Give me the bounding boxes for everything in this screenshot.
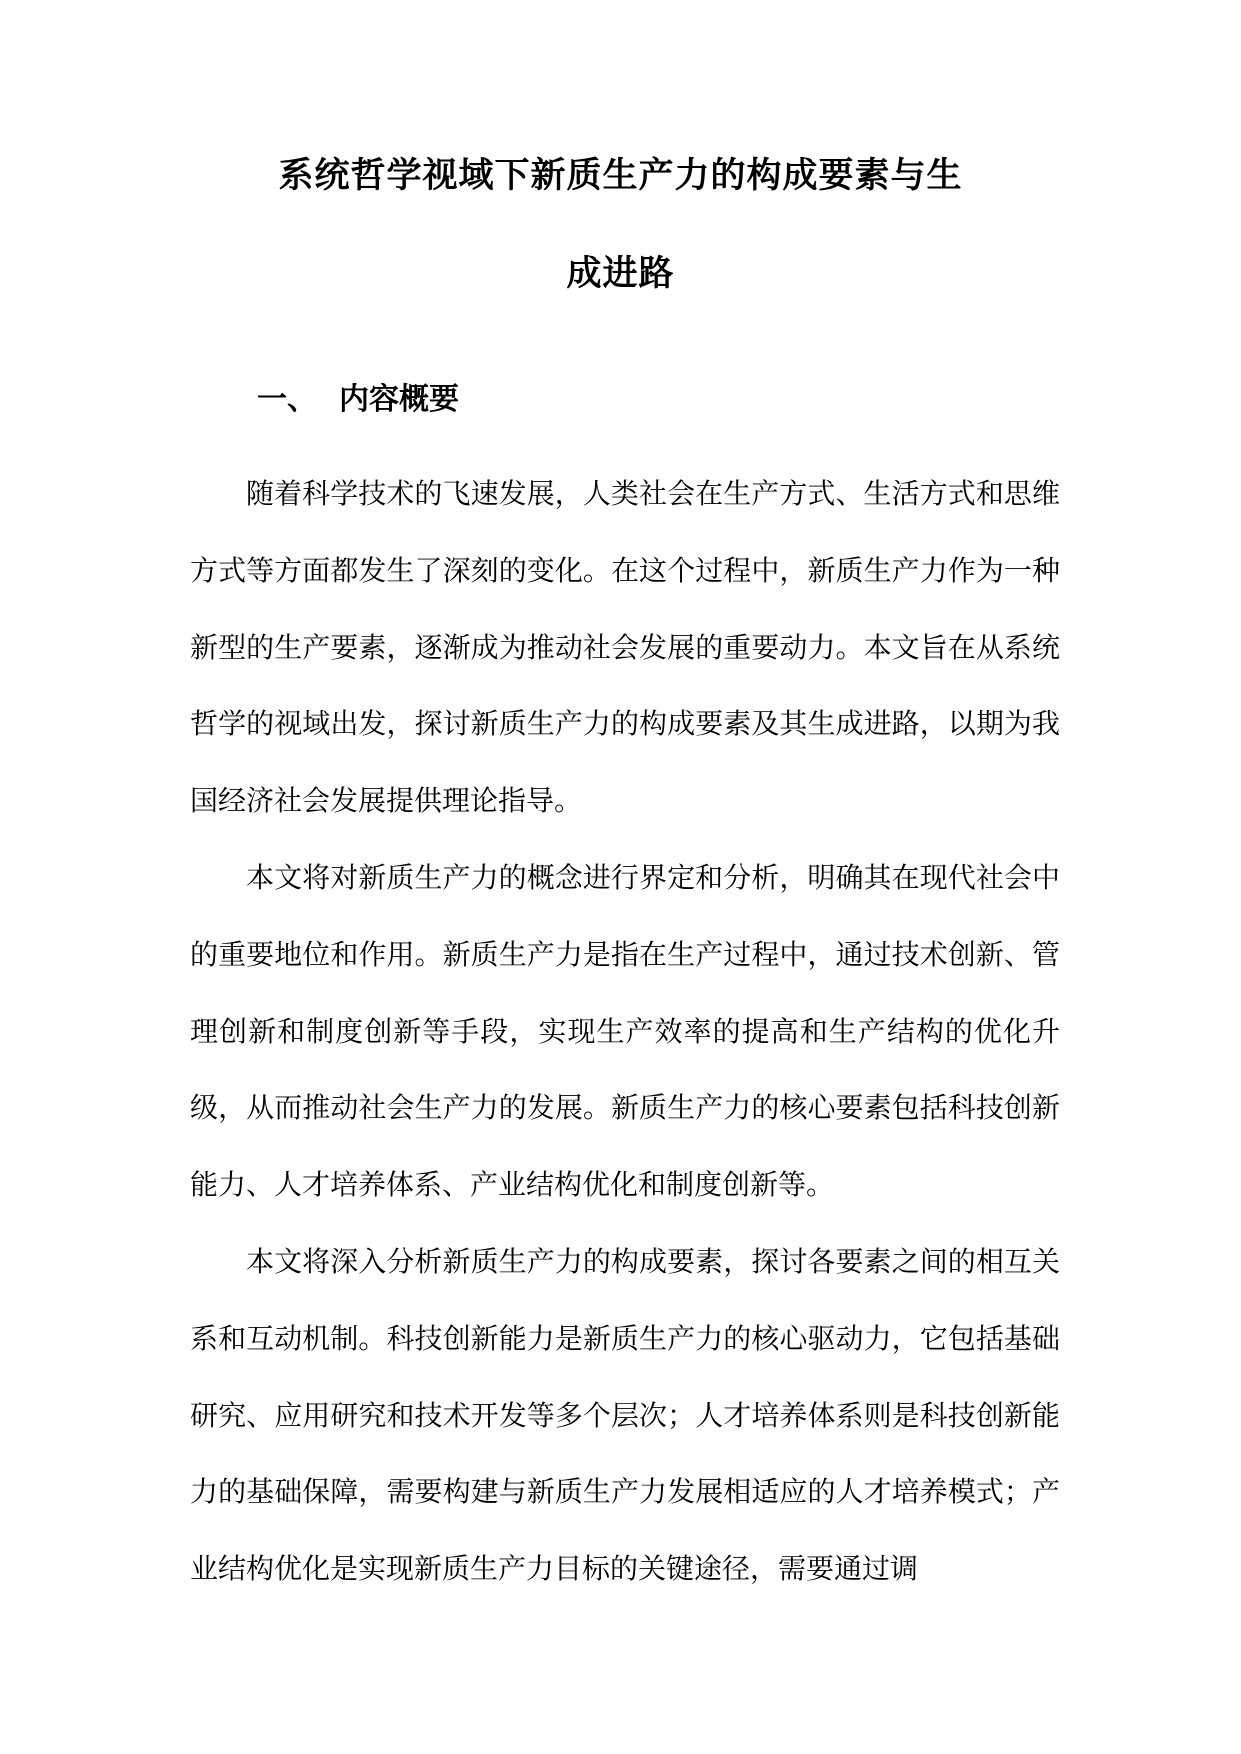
section-title: 内容概要 — [339, 382, 459, 417]
paragraph: 本文将对新质生产力的概念进行界定和分析，明确其在现代社会中的重要地位和作用。新质生产力是指在生产过程中，通过技术创新、管理创新和制度创新等手段，实现生产效率的提高和生产结构的优化升级，从而推动社会生产力的发展。新质生产力的核心要素包括科技创新能力、人才培养体系、产业结构优化和制度创新等。 — [190, 860, 1060, 1202]
paragraph: 本文将深入分析新质生产力的构成要素，探讨各要素之间的相互关系和互动机制。科技创新能力是新质生产力的核心驱动力，它包括基础研究、应用研究和技术开发等多个层次；人才培养体系则是科技创新能力的基础保障，需要构建与新质生产力发展相适应的人才培养模式；产业结构优化是实现新质生产力目标的关键途径，需要通过调 — [190, 1244, 1060, 1586]
section-number: 一、 — [257, 382, 317, 417]
paragraph: 随着科学技术的飞速发展，人类社会在生产方式、生活方式和思维方式等方面都发生了深刻的变化。在这个过程中，新质生产力作为一种新型的生产要素，逐渐成为推动社会发展的重要动力。本文旨在从系统哲学的视域出发，探讨新质生产力的构成要素及其生成进路，以期为我国经济社会发展提供理论指导。 — [190, 477, 1060, 818]
section-heading — [257, 382, 459, 418]
document-title-line-2: 成进路 — [566, 254, 675, 294]
document-title-line-1: 系统哲学视域下新质生产力的构成要素与生 — [278, 156, 963, 196]
body-text — [190, 456, 1060, 1608]
